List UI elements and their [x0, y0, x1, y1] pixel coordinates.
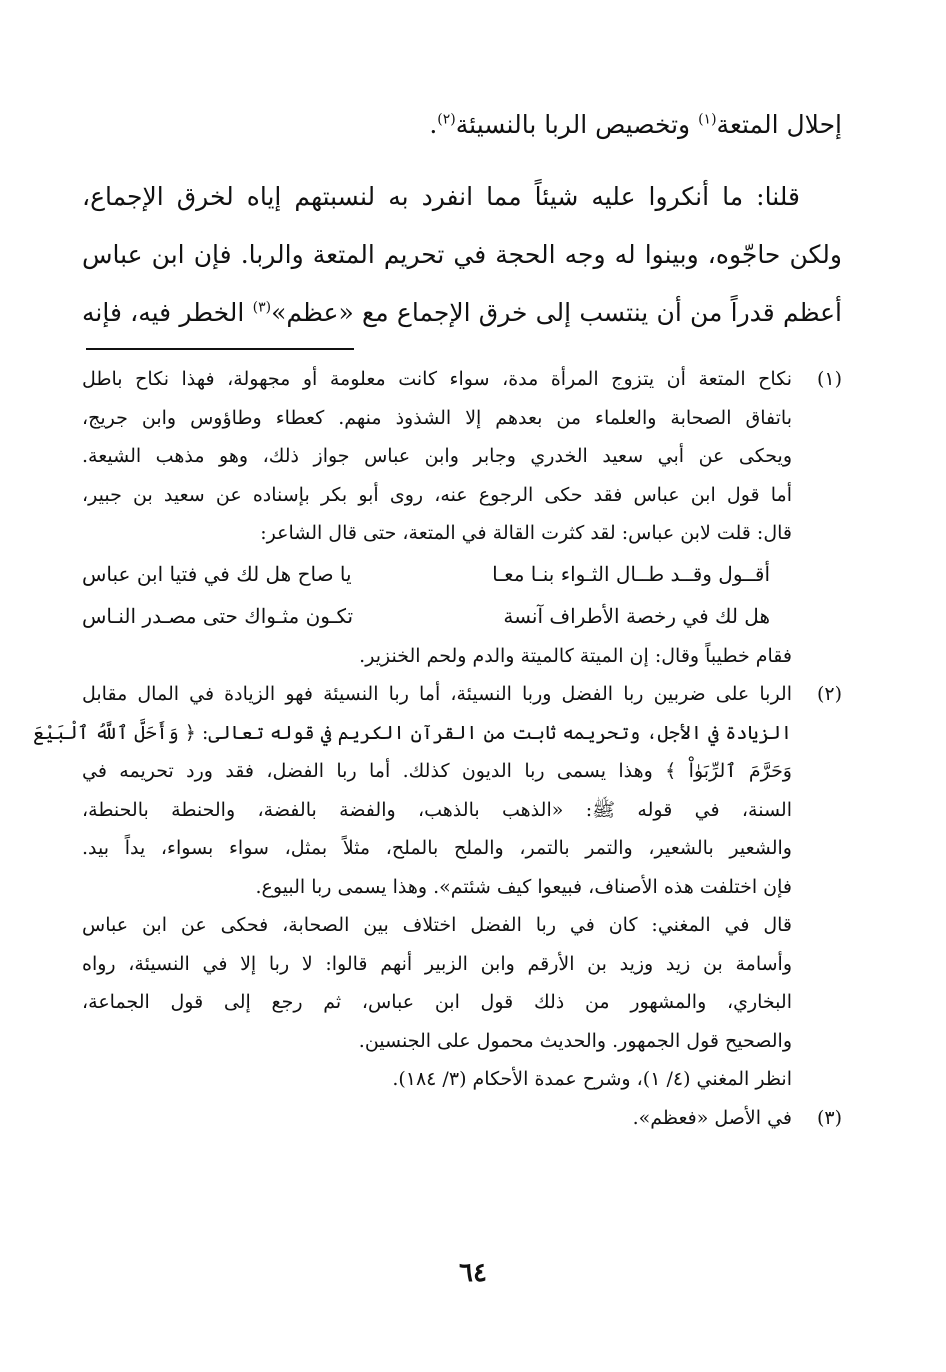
- footnote-ref-1: (١): [698, 111, 717, 128]
- text-segment: الخطر فيه، فإنه: [82, 298, 253, 327]
- footnote-2-line: والشعير بالشعير، والتمر بالتمر، والملح بالملح، مثلاً بمثل، سواء بسواء، يداً بيد.: [82, 837, 792, 859]
- text-segment: أعظم قدراً من أن ينتسب إلى خرق الإجماع مع «عظم»: [271, 298, 842, 327]
- footnote-2-line: قال في المغني: كان في ربا الفضل اختلاف بين الصحابة، فحكى عن ابن عباس: [82, 914, 792, 936]
- verse-hemistich: أقــول وقــد طــال الثـواء بنـا معـا: [492, 561, 770, 586]
- verse-hemistich: يا صاح هل لك في فتيا ابن عباس: [82, 561, 352, 586]
- main-line-1: [82, 96, 842, 154]
- footnote-number: (٢): [816, 683, 842, 705]
- footnote-1-line: باتفاق الصحابة والعلماء من بعدهم إلا الشذوذ منهم. كعطاء وطاؤوس وابن جريج،: [82, 406, 792, 429]
- text-segment: إحلال المتعة: [716, 110, 842, 139]
- main-line-2: قلنا: ما أنكروا عليه شيئاً مما انفرد به لنسبتهم إياه لخرق الإجماع،: [82, 182, 800, 211]
- main-text: [82, 96, 842, 342]
- footnote-separator: [86, 348, 354, 350]
- footnote-1-line: أما قول ابن عباس فقد حكى الرجوع عنه، روى أبو بكر بإسناده عن سعيد بن جبير،: [82, 483, 792, 506]
- text-segment: وتخصيص الربا بالنسيئة: [455, 110, 699, 139]
- footnote-1-line: قال: قلت لابن عباس: لقد كثرت القالة في المتعة، حتى قال الشاعر:: [260, 522, 792, 544]
- footnote-1-line: [82, 360, 842, 399]
- footnote-2-line: السنة، في قوله ﷺ: «الذهب بالذهب، والفضة بالفضة، والحنطة بالحنطة،: [82, 798, 792, 821]
- footnote-text: نكاح المتعة أن يتزوج المرأة مدة، سواء كانت معلومة أو مجهولة، فهذا نكاح باطل: [82, 368, 792, 390]
- footnote-1-line: ويحكى عن أبي سعيد الخدري وجابر وابن عباس جواز ذلك، وهو مذهب الشيعة.: [82, 445, 792, 467]
- poem-verse-2: [82, 595, 842, 637]
- footnote-number: (١): [816, 368, 842, 390]
- verse-hemistich: تكـون مثـواك حتى مصـدر النـاس: [82, 603, 354, 628]
- footnote-1-line: فقام خطيباً وقال: إن الميتة كالميتة والدم ولحم الخنزير.: [359, 644, 792, 667]
- footnote-2-line: وَحَرَّمَ ٱلرِّبَوٰاْ ﴾ وهذا يسمى ربا الديون كذلك. أما ربا الفضل، فقد ورد تحريمه في: [82, 760, 792, 782]
- footnote-ref-3: (٣): [252, 299, 272, 316]
- footnote-2-line: [82, 675, 842, 714]
- footnote-2-line: والصحيح قول الجمهور. والحديث محمول على الجنسين.: [358, 1029, 792, 1052]
- footnote-ref-2: (٢): [437, 111, 456, 128]
- verse-hemistich: هل لك في رخصة الأطراف آنسة: [503, 603, 770, 628]
- footnote-2-line: البخاري، والمشهور من ذلك قول ابن عباس، ثم رجع إلى قول الجماعة،: [82, 991, 792, 1013]
- footnote-2-line: فإن اختلفت هذه الأصناف، فبيعوا كيف شئتم». وهذا يسمى ربا البيوع.: [255, 875, 792, 898]
- footnote-2-line: وأسامة بن زيد وزيد بن الأرقم وابن الزبير أنهم قالوا: لا ربا إلا في النسيئة، رواه: [82, 952, 792, 975]
- page-number: ٦٤: [459, 1258, 487, 1288]
- poem-verse-1: [82, 553, 842, 595]
- footnote-3-line: [82, 1099, 842, 1138]
- footnote-number: (٣): [816, 1106, 842, 1129]
- footnote-2-reference: انظر المغني (٤/ ١)، وشرح عمدة الأحكام (٣/ ١٨٤).: [392, 1068, 792, 1090]
- main-line-3: ولكن حاجّوه، وبينوا له وجه الحجة في تحريم المتعة والربا. فإن ابن عباس: [82, 240, 842, 269]
- footnote-2-line: الزيادة في الأجل، وتحريمه ثابت من القرآن الكريم في قوله تعالى: ﴿ وَأَحَلَّ ٱللَّهُ ٱلْبَيْعَ: [33, 721, 792, 744]
- footnotes: [33, 360, 842, 1137]
- footnote-text: في الأصل «فعظم».: [632, 1106, 792, 1129]
- main-line-4: [82, 284, 842, 342]
- text-segment: .: [429, 110, 438, 139]
- footnote-text: الربا على ضربين ربا الفضل وربا النسيئة، أما ربا النسيئة فهو الزيادة في المال مقابل: [82, 683, 792, 705]
